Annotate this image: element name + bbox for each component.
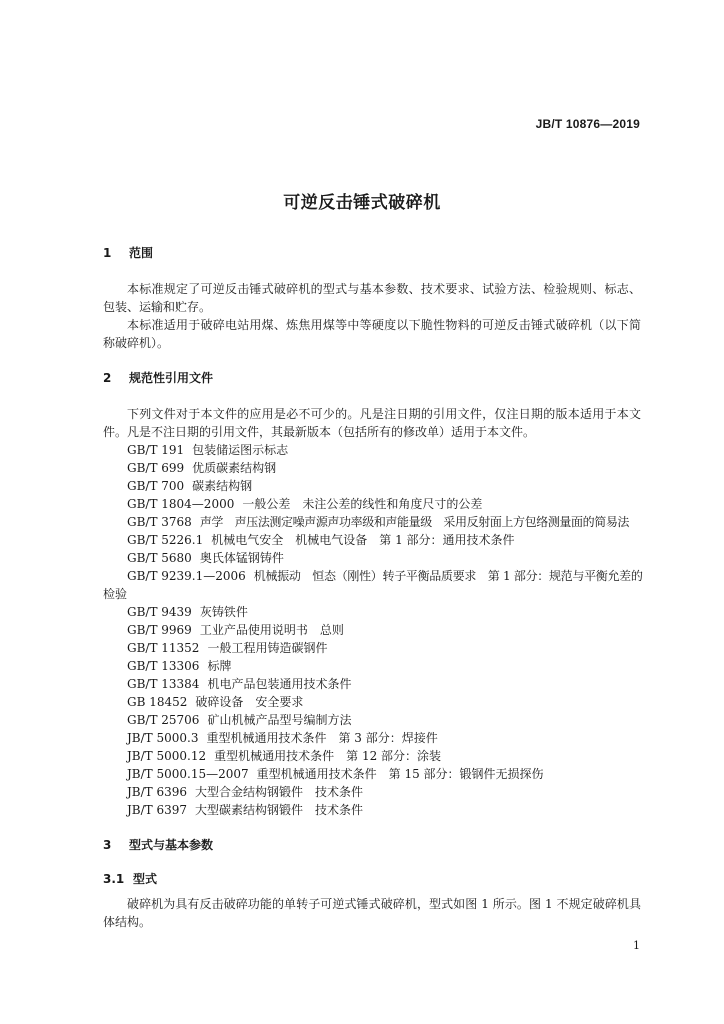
reference-code: JB/T 5000.15—2007 bbox=[127, 767, 249, 781]
reference-item bbox=[103, 783, 643, 801]
section-1-paragraph-1: 本标准规定了可逆反击锤式破碎机的型式与基本参数、技术要求、试验方法、检验规则、标志、包装、运输和贮存。 bbox=[103, 282, 641, 314]
document-title: 可逆反击锤式破碎机 bbox=[283, 193, 441, 213]
reference-item bbox=[103, 477, 643, 495]
document-code: JB/T 10876—2019 bbox=[535, 117, 640, 131]
reference-item bbox=[103, 459, 643, 477]
section-number: 2 bbox=[103, 371, 112, 385]
reference-code: GB/T 9969 bbox=[127, 623, 192, 637]
section-title: 范围 bbox=[129, 246, 154, 260]
reference-item bbox=[103, 765, 643, 783]
section-title: 规范性引用文件 bbox=[129, 371, 214, 385]
section-title: 型式 bbox=[133, 872, 158, 886]
reference-title: 碳素结构钢 bbox=[192, 479, 253, 493]
reference-code: GB/T 699 bbox=[127, 461, 185, 475]
section-3-1-heading bbox=[103, 870, 157, 887]
section-3-heading bbox=[103, 836, 213, 853]
reference-code: GB/T 5680 bbox=[127, 551, 192, 565]
reference-item bbox=[103, 441, 643, 459]
section-2-intro: 下列文件对于本文件的应用是必不可少的。凡是注日期的引用文件，仅注日期的版本适用于本文件。凡是不注日期的引用文件，其最新版本（包括所有的修改单）适用于本文件。 bbox=[103, 407, 641, 439]
reference-item bbox=[103, 621, 643, 639]
reference-item bbox=[103, 639, 643, 657]
section-2-heading bbox=[103, 369, 213, 386]
reference-item bbox=[103, 603, 643, 621]
reference-title: 重型机械通用技术条件 第 3 部分：焊接件 bbox=[206, 731, 438, 745]
section-number: 3.1 bbox=[103, 872, 125, 886]
reference-title: 重型机械通用技术条件 第 15 部分：锻钢件无损探伤 bbox=[256, 767, 544, 781]
reference-code: JB/T 5000.3 bbox=[127, 731, 199, 745]
reference-code: JB/T 6397 bbox=[127, 803, 188, 817]
reference-title: 一般工程用铸造碳钢件 bbox=[207, 641, 328, 655]
reference-title: 机械振动 恒态（刚性）转子平衡品质要求 第 1 部分：规范与平衡允差的 bbox=[253, 569, 643, 583]
reference-code: GB/T 700 bbox=[127, 479, 185, 493]
reference-code: JB/T 6396 bbox=[127, 785, 188, 799]
section-1-heading bbox=[103, 244, 153, 261]
section-3-1-paragraph: 破碎机为具有反击破碎功能的单转子可逆式锤式破碎机，型式如图 1 所示。图 1 不规定破碎机具体结构。 bbox=[103, 897, 641, 929]
reference-code: JB/T 5000.12 bbox=[127, 749, 207, 763]
section-number: 1 bbox=[103, 246, 112, 260]
reference-title: 工业产品使用说明书 总则 bbox=[199, 623, 344, 637]
reference-code: GB/T 3768 bbox=[127, 515, 192, 529]
reference-title: 大型碳素结构钢锻件 技术条件 bbox=[195, 803, 364, 817]
reference-item bbox=[103, 531, 643, 549]
reference-code: GB/T 5226.1 bbox=[127, 533, 204, 547]
page-number: 1 bbox=[633, 939, 640, 952]
reference-item bbox=[103, 657, 643, 675]
reference-code: GB/T 9239.1—2006 bbox=[127, 569, 246, 583]
reference-code: GB/T 25706 bbox=[127, 713, 200, 727]
reference-title: 包装储运图示标志 bbox=[192, 443, 289, 457]
reference-title-continuation: 检验 bbox=[103, 587, 128, 601]
normative-references-list bbox=[103, 441, 643, 819]
reference-title: 标牌 bbox=[207, 659, 232, 673]
reference-title: 声学 声压法测定噪声源声功率级和声能量级 采用反射面上方包络测量面的简易法 bbox=[199, 515, 630, 529]
section-1-paragraph-2: 本标准适用于破碎电站用煤、炼焦用煤等中等硬度以下脆性物料的可逆反击锤式破碎机（以下简称破碎机）。 bbox=[103, 318, 641, 350]
reference-item bbox=[103, 495, 643, 513]
reference-item bbox=[103, 567, 643, 603]
reference-title: 奥氏体锰钢铸件 bbox=[199, 551, 284, 565]
reference-title: 大型合金结构钢锻件 技术条件 bbox=[195, 785, 364, 799]
reference-code: GB/T 13384 bbox=[127, 677, 200, 691]
section-number: 3 bbox=[103, 838, 112, 852]
reference-item bbox=[103, 693, 643, 711]
reference-title: 破碎设备 安全要求 bbox=[195, 695, 304, 709]
reference-title: 重型机械通用技术条件 第 12 部分：涂装 bbox=[214, 749, 442, 763]
reference-title: 机电产品包装通用技术条件 bbox=[207, 677, 352, 691]
reference-code: GB 18452 bbox=[127, 695, 188, 709]
reference-item bbox=[103, 513, 643, 531]
reference-title: 灰铸铁件 bbox=[199, 605, 248, 619]
reference-title: 一般公差 未注公差的线性和角度尺寸的公差 bbox=[242, 497, 483, 511]
reference-title: 矿山机械产品型号编制方法 bbox=[207, 713, 352, 727]
reference-item bbox=[103, 801, 643, 819]
reference-title: 优质碳素结构钢 bbox=[192, 461, 277, 475]
reference-code: GB/T 1804—2000 bbox=[127, 497, 235, 511]
reference-title: 机械电气安全 机械电气设备 第 1 部分：通用技术条件 bbox=[211, 533, 515, 547]
reference-item bbox=[103, 729, 643, 747]
reference-item bbox=[103, 549, 643, 567]
reference-item bbox=[103, 747, 643, 765]
reference-code: GB/T 13306 bbox=[127, 659, 200, 673]
section-title: 型式与基本参数 bbox=[129, 838, 214, 852]
reference-code: GB/T 9439 bbox=[127, 605, 192, 619]
reference-item bbox=[103, 711, 643, 729]
reference-code: GB/T 11352 bbox=[127, 641, 200, 655]
reference-item bbox=[103, 675, 643, 693]
reference-code: GB/T 191 bbox=[127, 443, 185, 457]
